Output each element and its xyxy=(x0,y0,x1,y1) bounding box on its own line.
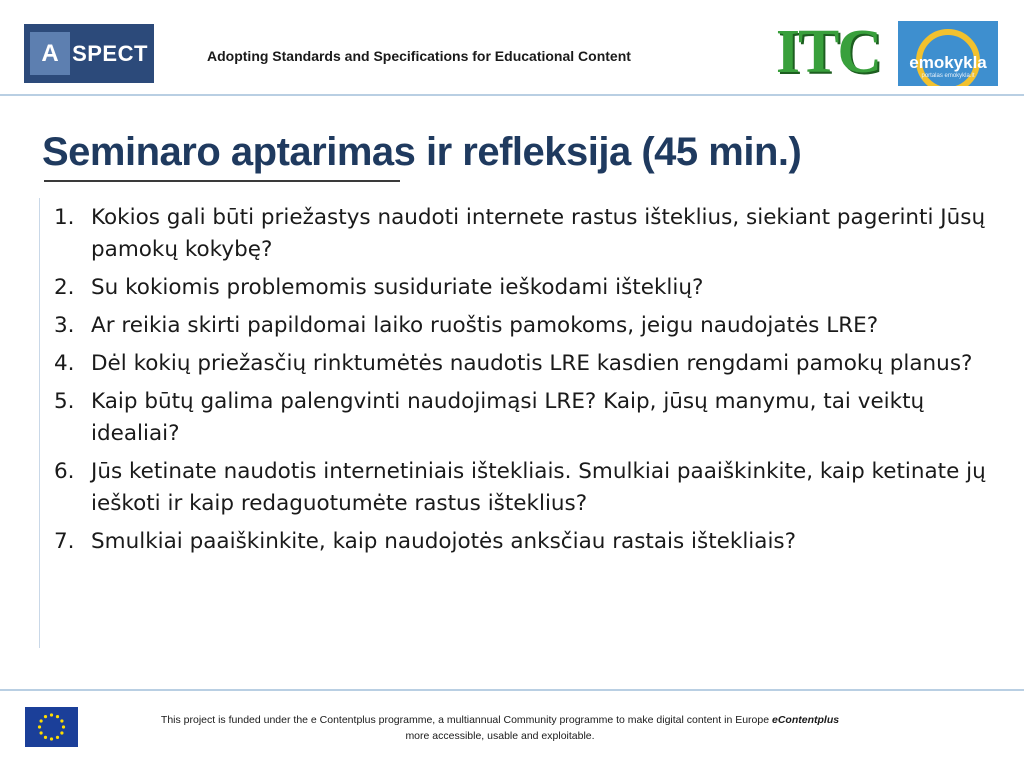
list-item xyxy=(54,202,1004,266)
aspect-logo xyxy=(24,24,154,83)
slide-title: Seminaro aptarimas ir refleksija (45 min.) xyxy=(42,130,802,174)
list-item-text: Jūs ketinate naudotis internetiniais ištekliais. Smulkiai paaiškinkite, kaip ketinate jų ieškoti ir kaip redaguotumėte rastus išteklius? xyxy=(91,459,986,516)
list-item-number: 1. xyxy=(54,205,75,230)
list-item xyxy=(54,386,1004,450)
funding-note xyxy=(100,712,900,744)
footer-divider xyxy=(0,689,1024,691)
econtentplus-brand-main: eContent xyxy=(771,714,818,726)
list-item xyxy=(54,526,1004,558)
list-item-text: Dėl kokių priežasčių rinktumėtės naudotis LRE kasdien rengdami pamokų planus? xyxy=(91,351,973,376)
eu-flag-icon xyxy=(25,707,78,747)
list-item-text: Kaip būtų galima palengvinti naudojimąsi LRE? Kaip, jūsų manymu, tai veiktų idealiai? xyxy=(91,389,925,446)
emokykla-logo xyxy=(898,21,998,86)
list-item-text: Su kokiomis problemomis susiduriate ieškodami išteklių? xyxy=(91,275,704,300)
list-item-number: 5. xyxy=(54,389,75,414)
funding-note-line1: This project is funded under the e Contentplus programme, a multiannual Community programme to make digital content in Europe xyxy=(160,714,772,726)
list-item-text: Ar reikia skirti papildomai laiko ruoštis pamokoms, jeigu naudojatės LRE? xyxy=(91,313,879,338)
emokykla-logo-text: emokykla xyxy=(909,53,987,72)
eu-stars-icon xyxy=(25,707,78,747)
slide-header xyxy=(0,0,1024,95)
list-item-number: 7. xyxy=(54,529,75,554)
list-item-text: Smulkiai paaiškinkite, kaip naudojotės anksčiau rastais ištekliais? xyxy=(91,529,797,554)
aspect-logo-text: SPECT xyxy=(72,40,148,66)
econtentplus-brand xyxy=(772,714,839,726)
econtentplus-brand-plus: plus xyxy=(817,714,840,726)
title-underline xyxy=(44,180,400,182)
itc-logo: ITC xyxy=(775,18,881,86)
funding-note-line2: more accessible, usable and exploitable. xyxy=(405,730,595,742)
content-left-rule xyxy=(39,198,40,648)
list-item-number: 3. xyxy=(54,313,75,338)
list-item-number: 2. xyxy=(54,275,75,300)
list-item-text: Kokios gali būti priežastys naudoti internete rastus išteklius, siekiant pagerinti Jūsų pamokų kokybę? xyxy=(91,205,986,262)
aspect-logo-a: A xyxy=(30,32,70,75)
header-title: Adopting Standards and Specifications for Educational Content xyxy=(207,48,631,64)
list-item-number: 4. xyxy=(54,351,75,376)
emokykla-logo-subtext: portalas emokykla.lt xyxy=(921,73,975,79)
list-item xyxy=(54,348,1004,380)
list-item xyxy=(54,456,1004,520)
header-divider xyxy=(0,94,1024,96)
list-item-number: 6. xyxy=(54,459,75,484)
list-item xyxy=(54,272,1004,304)
question-list xyxy=(54,202,1004,564)
list-item xyxy=(54,310,1004,342)
